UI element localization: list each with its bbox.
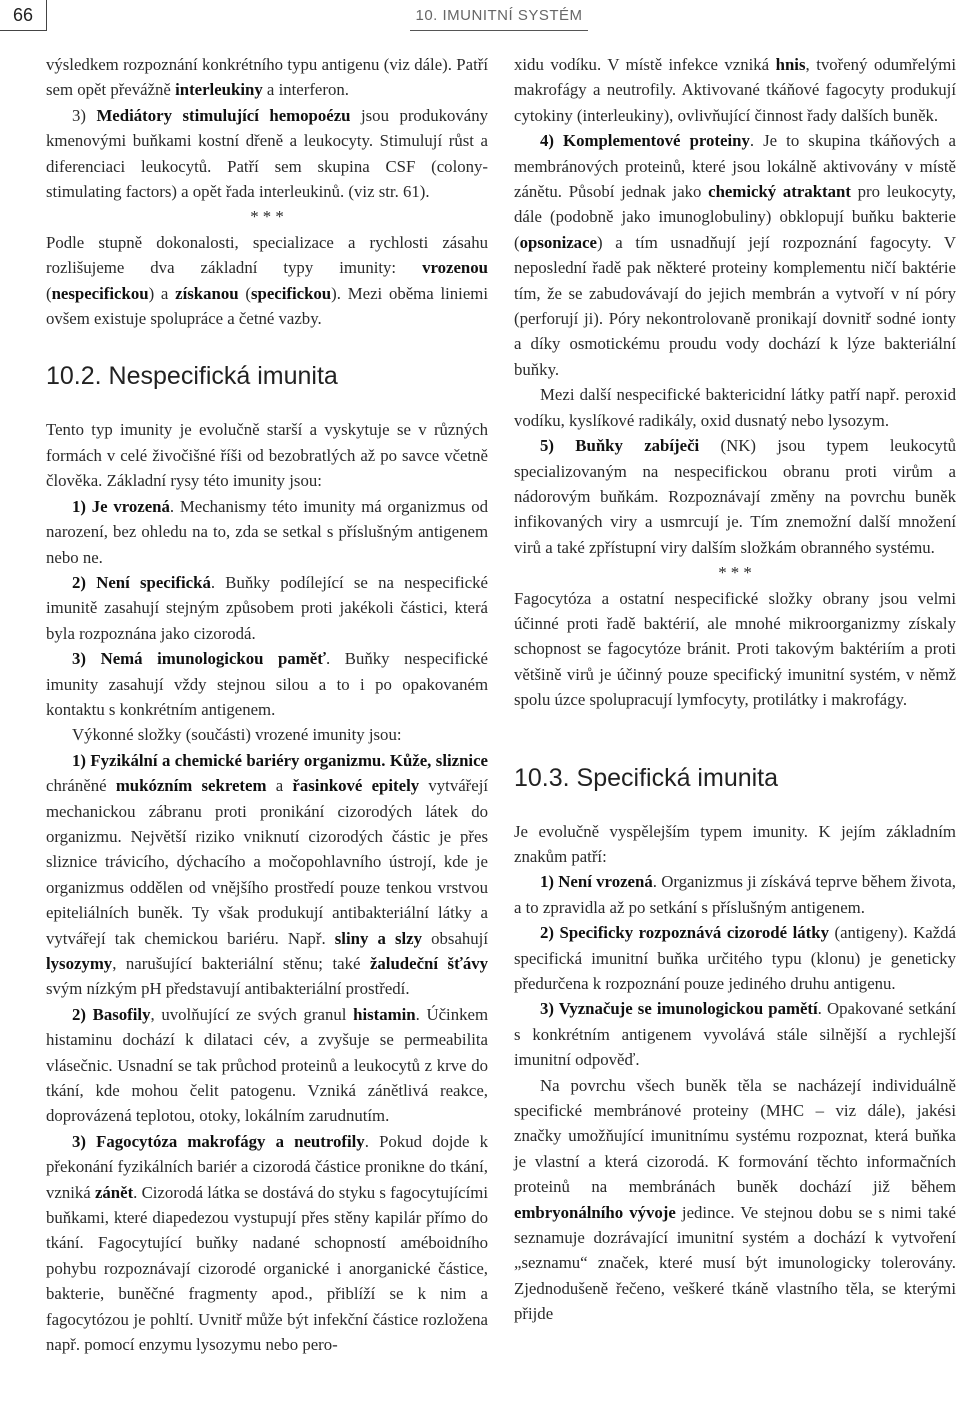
list-item: 3) Fagocytóza makrofágy a neutrofily. Pokud dojde k překonání fyzikálních bariér a cizorodá částice pronikne do tkání, vzniká zánět. Cizorodá látka se dostává do styku s fagocytujícími buňkami, které diapedezou vystupují přes stěny kapilár přímo do tkání. Fagocytující buňky nadané schopností améboidního pohybu rozpoznávají cizorodé organické i anorganické částice, bakterie, buněčné fragmenty apod., přiblíží se k nim a fagocytózou je pohltí. Uvnitř může být infekční částice rozložena např. pomocí enzymu lysozymu nebo pero-: [46, 1131, 488, 1355]
paragraph: výsledkem rozpoznání konkrétního typu antigenu (viz dále). Patří sem opět převážně interleukiny a interferon.: [46, 55, 488, 100]
paragraph: Je evolučně vyspělejším typem imunity. K jejím základním znakům patří:: [514, 821, 956, 866]
list-item: 1) Je vrozená. Mechanismy této imunity má organizmus od narození, bez ohledu na to, zda se setkal s příslušným antigenem nebo ne.: [46, 496, 488, 567]
right-column: [514, 52, 956, 1327]
paragraph: 3) Mediátory stimulující hemopoézu jsou produkovány kmenovými buňkami kostní dřeně a leukocyty. Stimulují růst a diferenciaci leukocytů. Patří sem skupina CSF (colony-stimulating factors) a opět řada interleukinů. (viz str. 61).: [46, 105, 488, 202]
list-item: 4) Komplementové proteiny. Je to skupina tkáňových a membránových proteinů, které jsou lokálně aktivovány v místě zánětu. Působí jednak jako chemický atraktant pro leukocyty, dále (podobně jako imunoglobuliny) obklopují buňku bakterie (opsonizace) a tím usnadňují její rozpoznání fagocyty. V neposlední řadě pak některé proteiny komplementu ničí baktérie tím, že se zabudovávají do jejich membrán a vytvoří v ní póry (perforují ji). Póry nekontrolovaně pronikají dovnitř sodné ionty a díky osmotickému proudu vody dochází k lýze bakteriální buňky.: [514, 131, 956, 379]
section-separator: * * *: [250, 207, 284, 227]
list-item: 3) Nemá imunologickou paměť. Buňky nespecifické imunity zasahují vždy stejnou silou a to i po opakovaném kontaktu s konkrétním antigenem.: [46, 649, 488, 719]
list-item: 1) Není vrozená. Organizmus ji získává teprve během života, a to zpravidla až po setkání s příslušným antigenem.: [514, 872, 956, 917]
list-item: 2) Specificky rozpoznává cizorodé látky (antigeny). Každá specifická imunitní buňka určitého typu (klonu) je geneticky předurčena k rozpoznání pouze jediného druhu antigenu.: [514, 923, 956, 993]
section-heading-10-3: 10.3. Specifická imunita: [514, 763, 779, 792]
list-item: 2) Není specifická. Buňky podílející se na nespecifické imunitě zasahují stejným způsobem proti jakékoli částici, která byla rozpoznána jako cizorodá.: [46, 572, 489, 643]
section-heading-10-2: 10.2. Nespecifická imunita: [46, 362, 338, 391]
left-column: [46, 52, 488, 1358]
list-item: 3) Vyznačuje se imunologickou pamětí. Opakované setkání s konkrétním antigenem vyvolává stále silnější a rychlejší imunitní odpověď.: [514, 999, 956, 1070]
paragraph: Podle stupně dokonalosti, specializace a rychlosti zásahu rozlišujeme dva základní typy imunity: vrozenou (nespecifickou) a získanou (specifickou). Mezi oběma liniemi ovšem existuje spolupráce a četné vazby.: [46, 232, 488, 329]
paragraph: Fagocytóza a ostatní nespecifické složky obrany jsou velmi účinné proti řadě baktérií, ale mnohé mikroorganizmy získaly schopnost se fagocytóze bránit. Proti takovým baktériím a proti většině virů je účinný pouze specifický imunitní systém, v němž spolu úzce spolupracují lymfocyty, protilátky i makrofágy.: [514, 588, 956, 710]
paragraph: Na povrchu všech buněk těla se nacházejí individuálně specifické membránové proteiny (MHC – viz dále), jakési značky umožňující imunitnímu systému rozpoznat, která buňka je vlastní a která cizorodá. K formování těchto informačních proteinů na membránách buněk dochází již během embryonálního vývoje jedince. Ve stejnou dobu se s nimi také seznamuje dozrávající imunitní systém a dochází k vytvoření „seznamu“ značek, které musí být imunologicky tolerovány. Zjednodušeně řečeno, veškeré tkáně vlastního těla, se kterými přijde: [514, 1075, 956, 1324]
list-item: 5) Buňky zabíječi (NK) jsou typem leukocytů specializovaným na nespecifickou obranu proti virům a nádorovým buňkám. Rozpoznávají změny na povrchu buněk infikovaných viry a usmrcují je. Tím znemožní další množení virů a také zpřístupní viry dalším složkám obranného systému.: [514, 436, 957, 557]
section-separator: * * *: [718, 563, 752, 583]
list-item: 1) Fyzikální a chemické bariéry organizmu. Kůže, sliznice chráněné mukózním sekretem a řasinkové epitely vytvářejí mechanickou zábranu proti pronikání cizorodých látek do organizmu. Největší riziko vniknutí cizorodých částic je přes sliznice trávicího, dýchacího a močopohlavního ústrojí, kde je organizmus oddělen od vnějšího prostředí pouze tenkou vrstvou epiteliálních buněk. Ty však produkují antibakteriální látky a vytvářejí tak chemickou bariéru. Např. sliny a slzy obsahují lysozymy, narušující bakteriální stěnu; také žaludeční šťávy svým nízkým pH představují antibakteriální prostředí.: [46, 750, 489, 999]
paragraph: Mezi další nespecifické baktericidní látky patří např. peroxid vodíku, kyslíkové radikály, oxid dusnatý nebo lysozym.: [514, 385, 956, 430]
paragraph: xidu vodíku. V místě infekce vzniká hnis, tvořený odumřelými makrofágy a neutrofily. Aktivované tkáňové fagocyty produkují cytokiny (interleukiny), ovlivňující činnost řady dalších buněk.: [514, 55, 956, 125]
running-head: 10. IMUNITNÍ SYSTÉM: [410, 0, 588, 31]
list-item: 2) Basofily, uvolňující ze svých granul histamin. Účinkem histaminu dochází k dilataci cév, a zvyšuje se permeabilita vlásečnic. Usnadní se tak průchod proteinů a leukocytů z krve do tkání, kde mohou čelit patogenu. Vzniká zánětlivá reakce, doprovázená teplotou, otoky, lokálním zarudnutím.: [46, 1004, 488, 1126]
paragraph: Výkonné složky (součásti) vrozené imunity jsou:: [72, 725, 402, 745]
paragraph: Tento typ imunity je evolučně starší a vyskytuje se v různých formách v celé živočišné říši od bezobratlých až po savce včetně člověka. Základní rysy této imunity jsou:: [46, 420, 488, 491]
page-number: 66: [0, 0, 47, 31]
